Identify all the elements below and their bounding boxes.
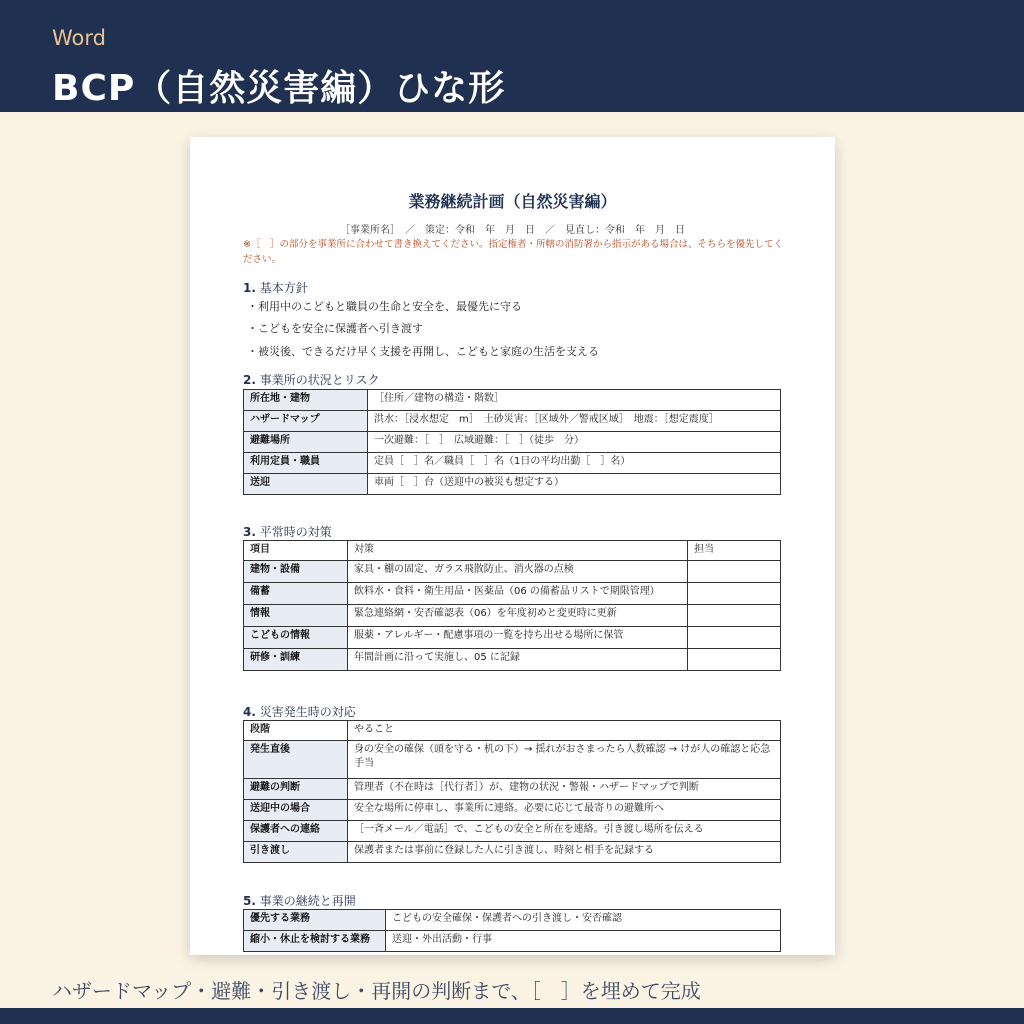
row-label: 送迎 (244, 474, 368, 495)
column-header: 担当 (688, 541, 781, 561)
app-label: Word (52, 26, 106, 50)
table-row (244, 910, 781, 931)
table-row (244, 432, 781, 453)
row-value: 洪水：［浸水想定 m］ 土砂災害：［区域外／警戒区域］ 地震：［想定震度］ (368, 411, 781, 432)
row-label: 縮小・休止を検討する業務 (244, 931, 386, 952)
table-row (244, 583, 781, 605)
table-row (244, 390, 781, 411)
table-row (244, 474, 781, 495)
policy-bullet: ・こどもを安全に保護者へ引き渡す (247, 322, 423, 335)
row-value: 身の安全の確保（頭を守る・机の下）→ 揺れがおさまったら人数確認 → けが人の確認と応急手当 (348, 741, 781, 779)
row-value: 定員［ ］名／職員［ ］名（1日の平均出勤［ ］名） (368, 453, 781, 474)
document-title: 業務継続計画（自然災害編） (408, 192, 617, 211)
row-value: 車両［ ］台（送迎中の被災も想定する） (368, 474, 781, 495)
section-heading-5: 5. 事業の継続と再開 (243, 894, 356, 908)
row-label: 保護者への連絡 (244, 821, 348, 842)
column-header: 項目 (244, 541, 348, 561)
table-row (244, 931, 781, 952)
table-row (244, 800, 781, 821)
row-owner (688, 605, 781, 627)
row-label: 備蓄 (244, 583, 348, 605)
table-row (244, 821, 781, 842)
row-label: 利用定員・職員 (244, 453, 368, 474)
column-header: 段階 (244, 721, 348, 741)
row-label: 避難場所 (244, 432, 368, 453)
row-label: 所在地・建物 (244, 390, 368, 411)
column-header: 対策 (348, 541, 688, 561)
row-label: 建物・設備 (244, 561, 348, 583)
row-value: 一次避難：［ ］ 広域避難：［ ］（徒歩 分） (368, 432, 781, 453)
situation-table (243, 389, 781, 495)
row-value: こどもの安全確保・保護者への引き渡し・安否確認 (386, 910, 781, 931)
row-value: ［住所／建物の構造・階数］ (368, 390, 781, 411)
row-label: 引き渡し (244, 842, 348, 863)
table-header-row (244, 721, 781, 741)
row-label: 送迎中の場合 (244, 800, 348, 821)
continuity-table (243, 909, 781, 952)
section-heading-3: 3. 平常時の対策 (243, 525, 332, 539)
document-page (190, 137, 835, 955)
table-row (244, 741, 781, 779)
section-heading-1: 1. 基本方針 (243, 281, 308, 295)
row-value: 家具・棚の固定、ガラス飛散防止、消火器の点検 (348, 561, 688, 583)
row-value: 保護者または事前に登録した人に引き渡し、時刻と相手を記録する (348, 842, 781, 863)
row-value: ［一斉メール／電話］で、こどもの安全と所在を連絡。引き渡し場所を伝える (348, 821, 781, 842)
header-bar (0, 0, 1024, 112)
bottom-caption: ハザードマップ・避難・引き渡し・再開の判断まで、［ ］を埋めて完成 (52, 979, 701, 1003)
row-label: 優先する業務 (244, 910, 386, 931)
page-title: BCP（自然災害編）ひな形 (52, 68, 506, 109)
section-heading-2: 2. 事業所の状況とリスク (243, 373, 380, 387)
footer-bar (0, 1008, 1024, 1024)
policy-bullet: ・被災後、できるだけ早く支援を再開し、こどもと家庭の生活を支える (247, 345, 599, 358)
row-value: 緊急連絡網・安否確認表（06）を年度初めと変更時に更新 (348, 605, 688, 627)
row-value: 安全な場所に停車し、事業所に連絡。必要に応じて最寄りの避難所へ (348, 800, 781, 821)
row-label: 発生直後 (244, 741, 348, 779)
section-heading-4: 4. 災害発生時の対応 (243, 705, 356, 719)
table-row (244, 649, 781, 671)
table-row (244, 605, 781, 627)
document-meta: ［事業所名］ ／ 策定：令和 年 月 日 ／ 見直し：令和 年 月 日 (340, 225, 685, 236)
prevention-table (243, 540, 781, 671)
column-header: やること (348, 721, 781, 741)
table-row (244, 842, 781, 863)
row-label: 情報 (244, 605, 348, 627)
row-owner (688, 627, 781, 649)
table-row (244, 627, 781, 649)
row-label: 避難の判断 (244, 779, 348, 800)
table-row (244, 411, 781, 432)
response-table (243, 720, 781, 863)
row-value: 服薬・アレルギー・配慮事項の一覧を持ち出せる場所に保管 (348, 627, 688, 649)
row-value: 飲料水・食料・衛生用品・医薬品（06 の備蓄品リストで期限管理） (348, 583, 688, 605)
table-row (244, 561, 781, 583)
policy-bullet: ・利用中のこどもと職員の生命と安全を、最優先に守る (247, 300, 522, 313)
row-owner (688, 583, 781, 605)
table-header-row (244, 541, 781, 561)
row-owner (688, 649, 781, 671)
row-owner (688, 561, 781, 583)
row-value: 管理者（不在時は［代行者］）が、建物の状況・警報・ハザードマップで判断 (348, 779, 781, 800)
document-note: ※［ ］の部分を事業所に合わせて書き換えてください。指定権者・所轄の消防署から指示がある場合は、そちらを優先してください。 (243, 239, 783, 265)
row-value: 送迎・外出活動・行事 (386, 931, 781, 952)
table-row (244, 453, 781, 474)
row-label: こどもの情報 (244, 627, 348, 649)
row-label: ハザードマップ (244, 411, 368, 432)
row-value: 年間計画に沿って実施し、05 に記録 (348, 649, 688, 671)
row-label: 研修・訓練 (244, 649, 348, 671)
table-row (244, 779, 781, 800)
